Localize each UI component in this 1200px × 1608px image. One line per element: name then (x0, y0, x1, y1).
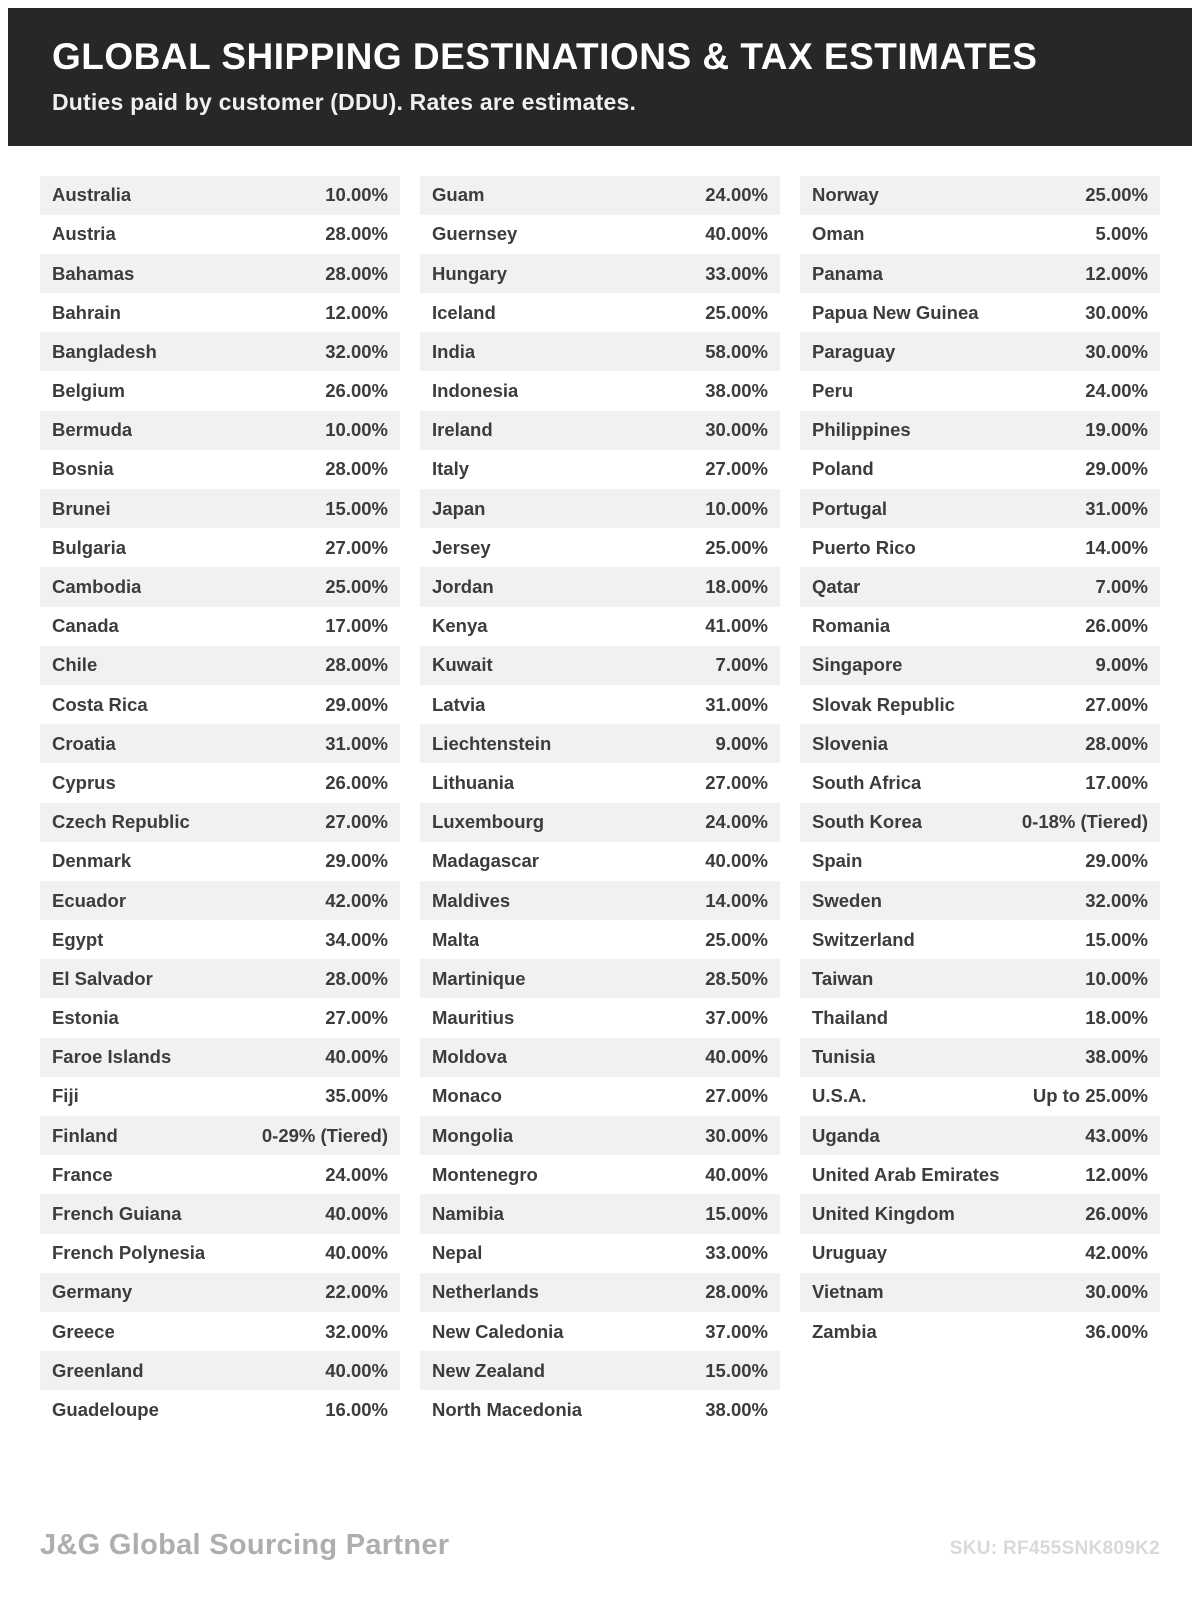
rate-row (800, 646, 1160, 685)
country-name: Chile (52, 654, 98, 676)
rate-row (800, 411, 1160, 450)
country-name: Greece (52, 1320, 115, 1342)
rate-value: 30.00% (705, 1124, 768, 1146)
country-name: Guadeloupe (52, 1398, 159, 1420)
country-name: Panama (812, 262, 883, 284)
country-name: Mongolia (432, 1124, 514, 1146)
rate-value: 28.00% (325, 458, 388, 480)
rate-value: 12.00% (1085, 262, 1148, 284)
rate-row (40, 1351, 400, 1390)
rate-value: 30.00% (1085, 1281, 1148, 1303)
rate-row (40, 803, 400, 842)
rate-value: 27.00% (325, 1007, 388, 1029)
rate-value: 36.00% (1085, 1320, 1148, 1342)
country-name: North Macedonia (432, 1398, 583, 1420)
rate-value: 43.00% (1085, 1124, 1148, 1146)
country-name: Guam (432, 184, 485, 206)
page-subtitle: Duties paid by customer (DDU). Rates are estimates. (52, 88, 637, 115)
rate-row (420, 411, 780, 450)
country-name: South Africa (812, 771, 922, 793)
page-title: GLOBAL SHIPPING DESTINATIONS & TAX ESTIMATES (52, 36, 1038, 77)
country-name: Philippines (812, 419, 911, 441)
rate-row (800, 1234, 1160, 1273)
country-name: Mauritius (432, 1007, 515, 1029)
country-name: Paraguay (812, 340, 896, 362)
rate-row (420, 646, 780, 685)
rate-row (40, 763, 400, 802)
country-name: Portugal (812, 497, 888, 519)
rate-row (800, 528, 1160, 567)
rate-value: 28.00% (1085, 732, 1148, 754)
rate-value: 15.00% (325, 497, 388, 519)
rate-row (40, 176, 400, 215)
rate-value: 12.00% (325, 301, 388, 323)
rate-value: 24.00% (705, 811, 768, 833)
rate-value: 27.00% (1085, 693, 1148, 715)
country-name: Kuwait (432, 654, 493, 676)
rate-row (800, 489, 1160, 528)
country-name: Oman (812, 223, 865, 245)
rate-row (40, 998, 400, 1037)
rate-row (800, 1038, 1160, 1077)
rate-row (40, 959, 400, 998)
country-name: Fiji (52, 1085, 79, 1107)
country-name: Switzerland (812, 928, 915, 950)
country-name: Egypt (52, 928, 104, 950)
country-name: Malta (432, 928, 480, 950)
rate-row (420, 567, 780, 606)
country-name: Spain (812, 850, 863, 872)
rate-value: 27.00% (705, 458, 768, 480)
rate-value: 40.00% (705, 223, 768, 245)
rate-value: 10.00% (1085, 967, 1148, 989)
country-name: Costa Rica (52, 693, 148, 715)
rate-row (420, 724, 780, 763)
country-name: Lithuania (432, 771, 515, 793)
rate-row (40, 1194, 400, 1233)
rate-row (420, 607, 780, 646)
country-name: Faroe Islands (52, 1046, 172, 1068)
brand-name: J&G Global Sourcing Partner (40, 1529, 450, 1561)
rate-value: 28.50% (705, 967, 768, 989)
rate-row (40, 1390, 400, 1429)
country-name: Croatia (52, 732, 116, 754)
country-name: Norway (812, 184, 879, 206)
rate-row (800, 803, 1160, 842)
country-name: Vietnam (812, 1281, 884, 1303)
rate-row (800, 607, 1160, 646)
country-name: Madagascar (432, 850, 539, 872)
country-name: El Salvador (52, 967, 153, 989)
country-name: Germany (52, 1281, 133, 1303)
rate-row (800, 998, 1160, 1037)
country-name: South Korea (812, 811, 922, 833)
rate-value: 16.00% (325, 1398, 388, 1420)
rate-row (40, 528, 400, 567)
country-name: Uruguay (812, 1242, 888, 1264)
rates-column-3 (800, 176, 1160, 1430)
rate-value: 27.00% (325, 536, 388, 558)
rate-value: 29.00% (1085, 458, 1148, 480)
rate-row (40, 1038, 400, 1077)
rate-row (800, 842, 1160, 881)
rate-row (40, 842, 400, 881)
rate-row (40, 215, 400, 254)
country-name: Finland (52, 1124, 118, 1146)
country-name: Monaco (432, 1085, 502, 1107)
rate-value: 40.00% (325, 1242, 388, 1264)
rate-row (800, 371, 1160, 410)
country-name: Ecuador (52, 889, 127, 911)
rate-row (420, 1116, 780, 1155)
rate-value: 25.00% (1085, 184, 1148, 206)
country-name: French Polynesia (52, 1242, 206, 1264)
country-name: Zambia (812, 1320, 877, 1342)
rate-row (40, 411, 400, 450)
country-name: Latvia (432, 693, 486, 715)
rate-value: 40.00% (325, 1203, 388, 1225)
rate-value: 26.00% (325, 380, 388, 402)
country-name: Belgium (52, 380, 125, 402)
rate-row (420, 1155, 780, 1194)
country-name: Singapore (812, 654, 903, 676)
country-name: Montenegro (432, 1163, 538, 1185)
rate-value: 24.00% (1085, 380, 1148, 402)
rate-row (420, 254, 780, 293)
rate-value: 32.00% (325, 340, 388, 362)
rate-value: Up to 25.00% (1032, 1085, 1148, 1107)
rate-value: 5.00% (1095, 223, 1148, 245)
rate-value: 29.00% (325, 693, 388, 715)
country-name: U.S.A. (812, 1085, 867, 1107)
rate-row (420, 489, 780, 528)
rate-row (40, 1234, 400, 1273)
rate-row (420, 881, 780, 920)
rate-row (800, 724, 1160, 763)
rate-row (40, 685, 400, 724)
rate-value: 12.00% (1085, 1163, 1148, 1185)
rate-value: 22.00% (325, 1281, 388, 1303)
rate-row (800, 1273, 1160, 1312)
country-name: Maldives (432, 889, 511, 911)
rate-row (420, 842, 780, 881)
header-banner (8, 8, 1192, 146)
rate-row (420, 450, 780, 489)
rate-value: 33.00% (705, 262, 768, 284)
rate-value: 10.00% (705, 497, 768, 519)
country-name: Hungary (432, 262, 508, 284)
rate-value: 24.00% (705, 184, 768, 206)
rate-row (800, 215, 1160, 254)
rate-value: 28.00% (705, 1281, 768, 1303)
rate-row (40, 450, 400, 489)
rate-row (800, 685, 1160, 724)
rate-row (420, 1194, 780, 1233)
rate-row (40, 1273, 400, 1312)
rates-column-1 (40, 176, 400, 1430)
rate-value: 26.00% (1085, 1203, 1148, 1225)
rate-value: 40.00% (325, 1046, 388, 1068)
rate-row (800, 959, 1160, 998)
rate-row (40, 724, 400, 763)
country-name: Australia (52, 184, 132, 206)
rate-value: 42.00% (325, 889, 388, 911)
country-name: Austria (52, 223, 116, 245)
country-name: New Zealand (432, 1359, 546, 1381)
rate-row (40, 920, 400, 959)
country-name: Moldova (432, 1046, 508, 1068)
country-name: Cyprus (52, 771, 116, 793)
rate-value: 34.00% (325, 928, 388, 950)
country-name: Bahamas (52, 262, 135, 284)
rate-value: 25.00% (325, 576, 388, 598)
rate-row (800, 254, 1160, 293)
country-name: Netherlands (432, 1281, 539, 1303)
rate-row (800, 293, 1160, 332)
country-name: Iceland (432, 301, 496, 323)
rate-value: 7.00% (1095, 576, 1148, 598)
country-name: France (52, 1163, 113, 1185)
country-name: Jersey (432, 536, 491, 558)
rate-value: 19.00% (1085, 419, 1148, 441)
rate-row (420, 1390, 780, 1429)
country-name: Ireland (432, 419, 493, 441)
country-name: Thailand (812, 1007, 889, 1029)
rate-value: 29.00% (1085, 850, 1148, 872)
country-name: Romania (812, 615, 891, 637)
rate-value: 27.00% (705, 771, 768, 793)
rate-value: 9.00% (715, 732, 768, 754)
rate-row (800, 332, 1160, 371)
rate-row (800, 450, 1160, 489)
rate-row (420, 371, 780, 410)
rate-row (40, 1312, 400, 1351)
rate-row (800, 567, 1160, 606)
country-name: Japan (432, 497, 486, 519)
country-name: Nepal (432, 1242, 483, 1264)
rate-row (40, 1155, 400, 1194)
country-name: Indonesia (432, 380, 519, 402)
rate-row (800, 176, 1160, 215)
country-name: Bulgaria (52, 536, 127, 558)
rate-value: 17.00% (1085, 771, 1148, 793)
rate-row (40, 567, 400, 606)
rate-value: 26.00% (325, 771, 388, 793)
rate-value: 35.00% (325, 1085, 388, 1107)
rate-value: 14.00% (1085, 536, 1148, 558)
rate-value: 38.00% (1085, 1046, 1148, 1068)
rate-row (40, 332, 400, 371)
rate-row (420, 1351, 780, 1390)
country-name: Estonia (52, 1007, 119, 1029)
rate-value: 40.00% (325, 1359, 388, 1381)
rate-value: 26.00% (1085, 615, 1148, 637)
sku-label: SKU: RF455SNK809K2 (949, 1538, 1160, 1559)
rate-value: 0-18% (Tiered) (1021, 811, 1148, 833)
rate-row (40, 371, 400, 410)
rate-value: 9.00% (1095, 654, 1148, 676)
country-name: Peru (812, 380, 854, 402)
rate-value: 15.00% (1085, 928, 1148, 950)
rate-value: 38.00% (705, 380, 768, 402)
country-name: Qatar (812, 576, 861, 598)
rate-value: 25.00% (705, 301, 768, 323)
rate-row (40, 293, 400, 332)
rate-row (40, 881, 400, 920)
rate-value: 32.00% (325, 1320, 388, 1342)
footer (40, 1529, 1160, 1562)
page (0, 8, 1200, 1608)
rate-row (420, 685, 780, 724)
rate-value: 29.00% (325, 850, 388, 872)
rate-row (420, 215, 780, 254)
country-name: Taiwan (812, 967, 874, 989)
rate-row (40, 489, 400, 528)
rate-value: 30.00% (1085, 301, 1148, 323)
country-name: India (432, 340, 476, 362)
rate-row (40, 607, 400, 646)
rate-value: 15.00% (705, 1359, 768, 1381)
country-name: Czech Republic (52, 811, 190, 833)
rate-row (420, 176, 780, 215)
country-name: Bosnia (52, 458, 114, 480)
country-name: Martinique (432, 967, 526, 989)
rate-row (40, 646, 400, 685)
rate-row (40, 254, 400, 293)
rate-row (800, 1116, 1160, 1155)
rate-value: 28.00% (325, 223, 388, 245)
country-name: Denmark (52, 850, 132, 872)
rate-row (420, 1234, 780, 1273)
rate-value: 40.00% (705, 1163, 768, 1185)
country-name: Cambodia (52, 576, 142, 598)
country-name: Sweden (812, 889, 882, 911)
rate-row (420, 998, 780, 1037)
rate-row (420, 763, 780, 802)
rate-value: 31.00% (705, 693, 768, 715)
country-name: Poland (812, 458, 874, 480)
rate-value: 31.00% (1085, 497, 1148, 519)
country-name: Namibia (432, 1203, 504, 1225)
country-name: Papua New Guinea (812, 301, 979, 323)
rate-value: 18.00% (705, 576, 768, 598)
rate-value: 58.00% (705, 340, 768, 362)
rate-value: 42.00% (1085, 1242, 1148, 1264)
rates-grid (0, 146, 1200, 1430)
rate-value: 7.00% (715, 654, 768, 676)
rate-row (800, 920, 1160, 959)
rate-value: 18.00% (1085, 1007, 1148, 1029)
rate-row (800, 881, 1160, 920)
rate-value: 40.00% (705, 1046, 768, 1068)
country-name: Canada (52, 615, 119, 637)
country-name: Uganda (812, 1124, 880, 1146)
country-name: Luxembourg (432, 811, 545, 833)
rate-value: 27.00% (705, 1085, 768, 1107)
rate-value: 41.00% (705, 615, 768, 637)
rate-value: 37.00% (705, 1007, 768, 1029)
country-name: Jordan (432, 576, 494, 598)
country-name: United Kingdom (812, 1203, 955, 1225)
rate-value: 24.00% (325, 1163, 388, 1185)
rate-value: 28.00% (325, 654, 388, 676)
country-name: Slovenia (812, 732, 889, 754)
country-name: Slovak Republic (812, 693, 955, 715)
rate-value: 37.00% (705, 1320, 768, 1342)
rates-column-2 (420, 176, 780, 1430)
country-name: Tunisia (812, 1046, 876, 1068)
country-name: United Arab Emirates (812, 1163, 1000, 1185)
country-name: Bermuda (52, 419, 133, 441)
country-name: Italy (432, 458, 470, 480)
country-name: Liechtenstein (432, 732, 552, 754)
country-name: Puerto Rico (812, 536, 916, 558)
country-name: Guernsey (432, 223, 518, 245)
country-name: New Caledonia (432, 1320, 564, 1342)
rate-value: 10.00% (325, 184, 388, 206)
rate-row (800, 1312, 1160, 1351)
rate-value: 33.00% (705, 1242, 768, 1264)
rate-row (420, 293, 780, 332)
rate-value: 28.00% (325, 262, 388, 284)
rate-row (420, 1077, 780, 1116)
rate-row (420, 1312, 780, 1351)
rate-value: 27.00% (325, 811, 388, 833)
rate-value: 32.00% (1085, 889, 1148, 911)
rate-row (420, 959, 780, 998)
rate-value: 30.00% (1085, 340, 1148, 362)
rate-value: 38.00% (705, 1398, 768, 1420)
country-name: Bangladesh (52, 340, 157, 362)
rate-value: 40.00% (705, 850, 768, 872)
rate-row (420, 528, 780, 567)
rate-row (420, 920, 780, 959)
rate-value: 17.00% (325, 615, 388, 637)
rate-row (40, 1077, 400, 1116)
rate-value: 10.00% (325, 419, 388, 441)
rate-value: 15.00% (705, 1203, 768, 1225)
rate-row (420, 1038, 780, 1077)
country-name: Brunei (52, 497, 111, 519)
rate-value: 30.00% (705, 419, 768, 441)
country-name: French Guiana (52, 1203, 182, 1225)
rate-row (800, 1155, 1160, 1194)
rate-value: 31.00% (325, 732, 388, 754)
rate-row (420, 1273, 780, 1312)
rate-row (420, 803, 780, 842)
rate-value: 25.00% (705, 536, 768, 558)
rate-value: 0-29% (Tiered) (261, 1124, 388, 1146)
rate-value: 25.00% (705, 928, 768, 950)
country-name: Greenland (52, 1359, 144, 1381)
country-name: Bahrain (52, 301, 121, 323)
rate-row (800, 1194, 1160, 1233)
rate-row (40, 1116, 400, 1155)
rate-row (420, 332, 780, 371)
rate-row (800, 763, 1160, 802)
rate-value: 28.00% (325, 967, 388, 989)
rate-value: 14.00% (705, 889, 768, 911)
rate-row (800, 1077, 1160, 1116)
country-name: Kenya (432, 615, 488, 637)
